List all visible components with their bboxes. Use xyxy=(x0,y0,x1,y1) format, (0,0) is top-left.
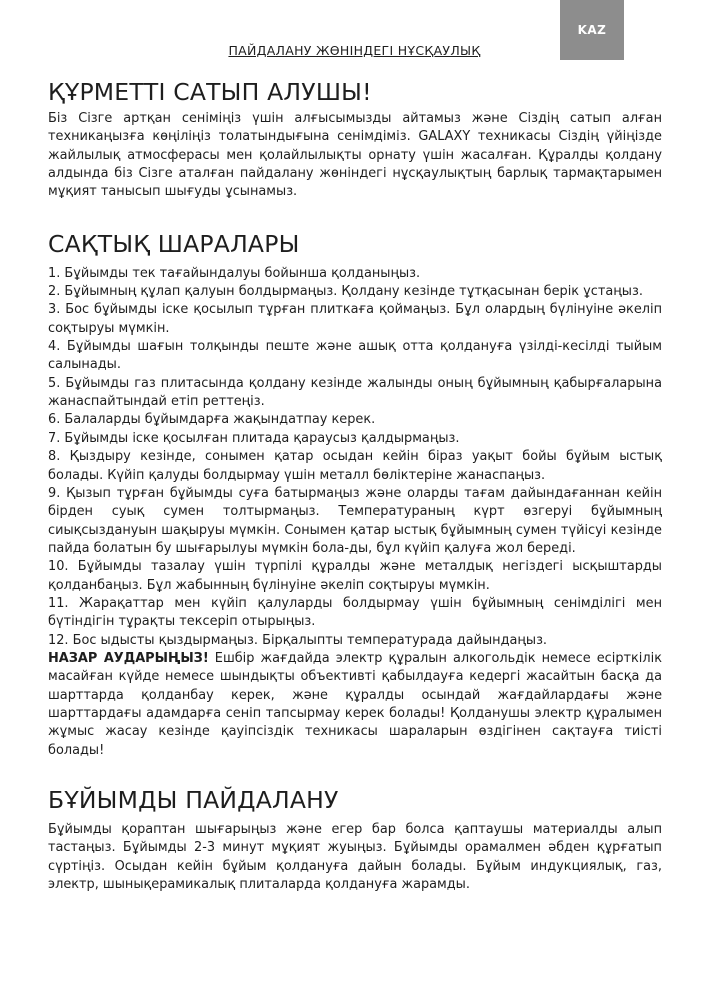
safety-item: 6. Балаларды бұйымдарға жақындатпау керек. xyxy=(48,412,376,428)
safety-item: 9. Қызып тұрған бұйымды суға батырмаңыз және оларды тағам дайындағаннан кейін бірден суық сумен толтырмаңыз. Температураның күрт өзгеруі бұйымның сиықсыздануын шақыруы мүмкін. Сонымен қатар ыстық бұйымның сумен түйісуі кезінде пайда болатын бу шығарылуы мүмкін бола-ды, бұл күйіп қалуға жол береді. xyxy=(48,485,662,556)
safety-list xyxy=(48,265,662,760)
safety-item: 2. Бұйымның құлап қалуын болдырмаңыз. Қолдану кезінде тұтқасынан берік ұстаңыз. xyxy=(48,284,643,300)
safety-heading: САҚТЫҚ ШАРАЛАРЫ xyxy=(48,229,300,258)
safety-item: 7. Бұйымды іске қосылған плитада қараусыз қалдырмаңыз. xyxy=(48,430,460,446)
safety-item: 8. Қыздыру кезінде, сонымен қатар осыдан кейін біраз уақыт бойы бұйым ыстық болады. Күйіп қалуды болдырмау үшін металл бөліктеріне жанаспаңыз. xyxy=(48,449,662,483)
language-tab: KAZ xyxy=(560,0,624,60)
greeting-heading: ҚҰРМЕТТІ САТЫП АЛУШЫ! xyxy=(48,78,372,106)
page-header-title: ПАЙДАЛАНУ ЖӨНІНДЕГІ НҰСҚАУЛЫҚ xyxy=(228,43,481,58)
document-body xyxy=(48,77,662,894)
safety-item: 3. Бос бұйымды іске қосылып тұрған плиткаға қоймаңыз. Бұл олардың бүлінуіне әкеліп соқтыруы мүмкін. xyxy=(48,302,662,336)
usage-paragraph: Бұйымды қораптан шығарыңыз және егер бар болса қаптаушы материалды алып тастаңыз. Бұйымды 2-3 минут мұқият жуыңыз. Бұйымды орамалмен әбден құрғатып сүртіңіз. Осыдан кейін бұйым қолдануға дайын болады. Бұйым индукциялық, газ, электр, шынықерамикалық плиталарда қолдануға жарамды. xyxy=(48,822,662,893)
safety-item: 4. Бұйымды шағын толқынды пеште және ашық отта қолдануға үзілді-кесілді тыйым салынады. xyxy=(48,339,662,373)
safety-item: 12. Бос ыдысты қыздырмаңыз. Бірқалыпты температурада дайындаңыз. xyxy=(48,632,548,648)
safety-item: 1. Бұйымды тек тағайындалуы бойынша қолданыңыз. xyxy=(48,265,421,281)
usage-heading: БҰЙЫМДЫ ПАЙДАЛАНУ xyxy=(48,786,339,814)
notice-label: НАЗАР АУДАРЫҢЫЗ! xyxy=(48,650,209,666)
notice-text: Ешбір жағдайда электр құралын алкогольдік немесе есірткілік масайған күйде немесе шындықты объективті қабылдауға кедергі жасайтын басқа да шарттарда қолданбау керек, және құралды осындай жағдайлардағы және шарттардағы адамдарға сеніп тапсырмау керек болады! Қолданушы электр құралымен жұмыс жасау кезінде қауіпсіздік техникасы шараларын өздігінен сақтауға тиісті болады! xyxy=(48,650,662,758)
safety-item: 10. Бұйымды тазалау үшін түрпілі құралды және металдық негіздегі ысқыштарды қолданбаңыз. Бұл жабынның бүлінуіне әкеліп соқтыруы мүмкін. xyxy=(48,559,662,593)
safety-item: 11. Жарақаттар мен күйіп қалуларды болдырмау үшін бұйымның сенімділігі мен бүтіндігін тұрақты тексеріп отырыңыз. xyxy=(48,595,662,630)
safety-notice xyxy=(48,650,662,760)
greeting-paragraph: Біз Сізге артқан сеніміңіз үшін алғысымызды айтамыз және Сіздің сатып алған техникаңызға көңіліңіз толатындығына сенімдіміз. GALAXY техникасы Сіздің үйіңізде жайлылық атмосферасы мен қолайлылықты орнату үшін жасалған. Құралды қолдану алдында біз Сізге аталған пайдалану жөніндегі нұсқаулықтың барлық тармақтарымен мұқият танысып шығуды ұсынамыз. xyxy=(48,111,662,200)
safety-item: 5. Бұйымды газ плитасында қолдану кезінде жалынды оның бұйымның қабырғаларына жанаспайтындай етіп реттеңіз. xyxy=(48,375,662,410)
